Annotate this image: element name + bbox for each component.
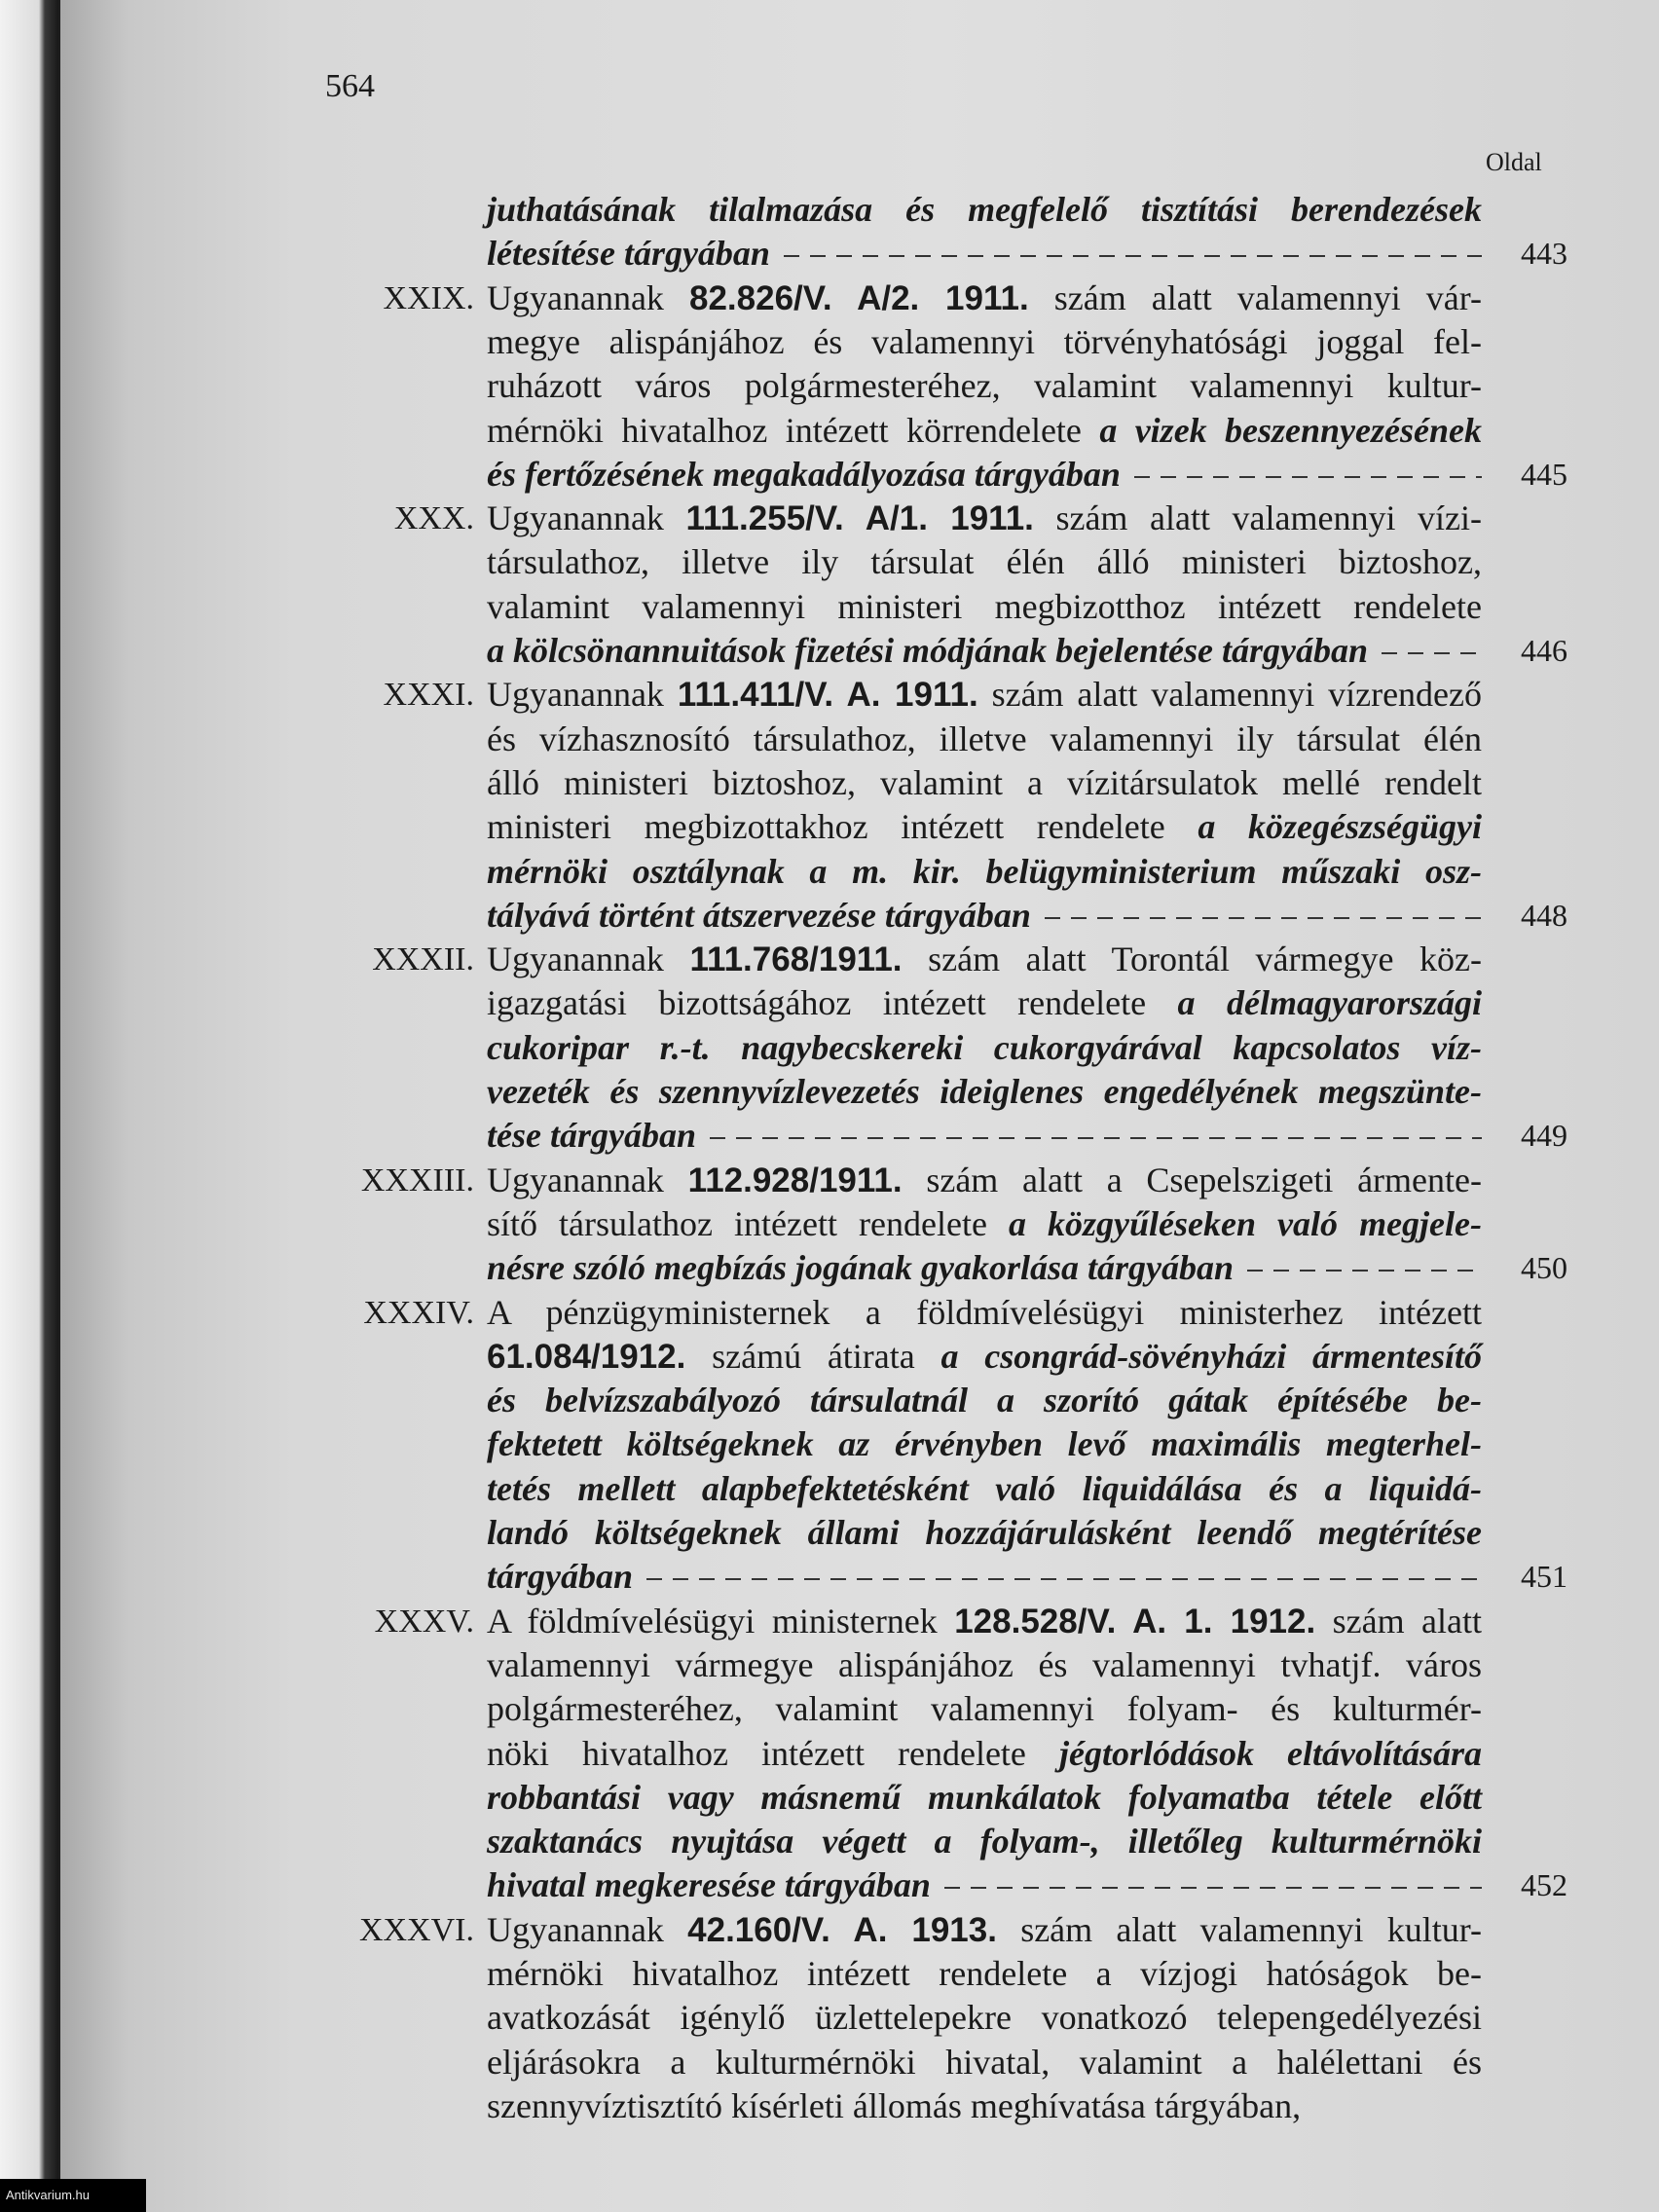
toc-entry-line <box>0 1511 1659 1555</box>
toc-entry-line <box>0 1863 1659 1907</box>
entry-text <box>487 1467 1482 1511</box>
text-segment: a délmagyarországi <box>1177 983 1482 1022</box>
entry-roman-numeral: XXXVI. <box>358 1912 474 1948</box>
text-segment: vezeték és szennyvízlevezetés ideiglenes engedélyének megszünte- <box>487 1072 1482 1111</box>
entry-text <box>487 1114 1482 1158</box>
text-segment: jégtorlódások eltávolítására <box>1058 1734 1482 1773</box>
dot-leader <box>1382 652 1482 654</box>
toc-entry-line <box>0 320 1659 364</box>
entry-text <box>487 1291 1482 1335</box>
text-segment: megye alispánjához és valamennyi törvényhatósági joggal fel- <box>487 322 1482 361</box>
entry-text <box>487 453 1482 497</box>
text-segment: valamint valamennyi ministeri megbizotthoz intézett rendelete <box>487 587 1482 626</box>
entry-text <box>487 981 1482 1025</box>
decree-number: 111.255/V. A/1. 1911. <box>685 499 1034 537</box>
text-segment: Ugyanannak <box>487 940 690 978</box>
page-reference: 443 <box>1521 236 1567 271</box>
text-segment: Ugyanannak <box>487 498 686 537</box>
text-segment: szaktanács nyujtása végett a folyam-, illetőleg kulturmérnöki <box>487 1822 1482 1861</box>
text-segment: számú átirata <box>685 1337 941 1376</box>
page-column-heading: Oldal <box>1486 148 1542 176</box>
text-segment: nésre szóló megbízás jogának gyakorlása tárgyában <box>487 1248 1235 1287</box>
text-segment: szám alatt a Csepelszigeti ármente- <box>902 1161 1482 1199</box>
text-segment: hivatal megkeresése tárgyában <box>487 1865 931 1904</box>
entry-text <box>487 1952 1482 1996</box>
toc-entry-line <box>0 1820 1659 1863</box>
toc-entry-line <box>0 1159 1659 1202</box>
entry-roman-numeral: XXXIII. <box>360 1162 474 1198</box>
entry-text <box>487 761 1482 805</box>
entry-roman-numeral: XXXI. <box>383 677 474 713</box>
text-segment: és fertőzésének megakadályozása tárgyában <box>487 455 1121 494</box>
entry-text <box>487 1159 1482 1202</box>
decree-number: 112.928/1911. <box>687 1161 903 1199</box>
entry-text <box>487 718 1482 761</box>
text-segment: ministeri megbizottakhoz intézett rendelete <box>487 807 1198 846</box>
entry-text <box>487 1996 1482 2040</box>
text-segment: nöki hivatalhoz intézett rendelete <box>487 1734 1059 1773</box>
entry-text <box>487 1379 1482 1422</box>
toc-entry-line <box>0 1600 1659 1643</box>
toc-entry-line <box>0 1555 1659 1599</box>
text-segment: a kölcsönannuitások fizetési módjának bejelentése tárgyában <box>487 631 1369 670</box>
decree-number: 61.084/1912. <box>487 1338 686 1376</box>
toc-entry-line <box>0 718 1659 761</box>
toc-entry-line <box>0 1291 1659 1335</box>
decree-number: 42.160/V. A. 1913. <box>687 1911 997 1949</box>
entry-text <box>487 540 1482 584</box>
toc-entry-line <box>0 1070 1659 1114</box>
dot-leader <box>944 1887 1482 1889</box>
text-segment: avatkozását igénylő üzlettelepekre vonatkozó telepengedélyezési <box>487 1998 1482 2037</box>
text-segment: mérnöki hivatalhoz intézett rendelete a vízjogi hatóságok be- <box>487 1954 1482 1993</box>
text-segment: sítő társulathoz intézett rendelete <box>487 1204 1009 1243</box>
text-segment: létesítése tárgyában <box>487 234 770 273</box>
text-segment: a csongrád-sövényházi ármentesítő <box>940 1337 1482 1376</box>
toc-entry-line <box>0 1114 1659 1158</box>
entry-text <box>487 2084 1482 2128</box>
page-reference: 451 <box>1521 1559 1567 1594</box>
page-reference: 446 <box>1521 633 1567 668</box>
toc-entry-line <box>0 938 1659 981</box>
entry-text <box>487 1202 1482 1246</box>
toc-entry-line <box>0 1996 1659 2040</box>
text-segment: landó költségeknek állami hozzájárulásként leendő megtérítése <box>487 1513 1482 1552</box>
text-segment: szám alatt valamennyi vár- <box>1028 278 1482 317</box>
text-segment: mérnöki hivatalhoz intézett körrendelete <box>487 411 1100 450</box>
page-reference: 452 <box>1521 1867 1567 1902</box>
text-segment: polgármesteréhez, valamint valamennyi folyam- és kulturmér- <box>487 1689 1482 1728</box>
entry-text <box>487 894 1482 938</box>
toc-entry-line <box>0 981 1659 1025</box>
toc-entry-line <box>0 364 1659 408</box>
entry-text <box>487 805 1482 849</box>
toc-entry-line <box>0 2084 1659 2128</box>
text-segment: Ugyanannak <box>487 278 689 317</box>
text-segment: és belvízszabályozó társulatnál a szorító gátak építésébe be- <box>487 1381 1482 1419</box>
entry-text <box>487 320 1482 364</box>
dot-leader <box>710 1137 1482 1139</box>
dot-leader <box>1134 476 1482 478</box>
entry-text <box>487 1246 1482 1290</box>
entry-text <box>487 1776 1482 1820</box>
entry-text <box>487 938 1482 981</box>
text-segment: juthatásának tilalmazása és megfelelő tisztítási berendezések <box>487 190 1482 229</box>
entry-text <box>487 497 1482 540</box>
text-segment: tése tárgyában <box>487 1116 696 1155</box>
text-segment: fektetett költségeknek az érvényben levő maximális megterhel- <box>487 1424 1482 1463</box>
text-segment: a közgyűléseken való megjele- <box>1008 1204 1483 1243</box>
text-segment: A földmívelésügyi ministernek <box>487 1602 955 1641</box>
toc-entry-line <box>0 409 1659 453</box>
entry-text <box>487 1335 1482 1379</box>
entry-text <box>487 409 1482 453</box>
page-reference: 448 <box>1521 898 1567 933</box>
entry-text <box>487 2041 1482 2084</box>
entry-text <box>487 629 1482 673</box>
dot-leader <box>784 255 1482 257</box>
toc-entry-line <box>0 1952 1659 1996</box>
text-segment: a vizek beszennyezésének <box>1099 411 1483 450</box>
toc-entry-line <box>0 894 1659 938</box>
text-segment: szennyvíztisztító kísérleti állomás meghívatása tárgyában, <box>487 2086 1302 2125</box>
entry-text <box>487 364 1482 408</box>
entry-text <box>487 276 1482 320</box>
dot-leader <box>1247 1270 1482 1272</box>
toc-entry-line <box>0 1379 1659 1422</box>
decree-number: 128.528/V. A. 1. 1912. <box>954 1603 1316 1641</box>
toc-entry-line <box>0 453 1659 497</box>
toc-entry-line <box>0 805 1659 849</box>
toc-entry-line <box>0 1026 1659 1070</box>
entry-text <box>487 1687 1482 1731</box>
toc-entry-line <box>0 2041 1659 2084</box>
toc-entry-line <box>0 1246 1659 1290</box>
entry-text <box>487 1422 1482 1466</box>
toc-entry-line <box>0 761 1659 805</box>
dot-leader <box>646 1578 1482 1580</box>
toc-entry-line <box>0 1467 1659 1511</box>
entry-text <box>487 1643 1482 1687</box>
entry-text <box>487 188 1482 232</box>
text-segment: mérnöki osztálynak a m. kir. belügyministerium műszaki osz- <box>487 852 1482 891</box>
entry-text <box>487 1555 1482 1599</box>
entry-roman-numeral: XXIX. <box>383 280 474 316</box>
toc-entry-line <box>0 673 1659 717</box>
entry-text <box>487 1908 1482 1952</box>
decree-number: 111.768/1911. <box>689 940 903 978</box>
page-reference: 445 <box>1521 457 1567 492</box>
text-segment: Ugyanannak <box>487 675 678 714</box>
watermark: Antikvarium.hu <box>0 2179 146 2212</box>
text-segment: és vízhasznosító társulathoz, illetve valamennyi ily társulat élén <box>487 719 1482 758</box>
decree-number: 111.411/V. A. 1911. <box>677 676 978 714</box>
entry-roman-numeral: XXXIV. <box>363 1295 474 1331</box>
toc-entry-line <box>0 585 1659 629</box>
toc-entry-line <box>0 540 1659 584</box>
text-segment: robbantási vagy másnemű munkálatok folyamatba tétele előtt <box>487 1778 1482 1817</box>
entry-text <box>487 1026 1482 1070</box>
toc-entry-line <box>0 1687 1659 1731</box>
text-segment: valamennyi vármegye alispánjához és valamennyi tvhatjf. város <box>487 1645 1482 1684</box>
toc-entry-line <box>0 232 1659 276</box>
entry-text <box>487 232 1482 276</box>
entry-text <box>487 1863 1482 1907</box>
toc-entry-line <box>0 1422 1659 1466</box>
entry-text <box>487 673 1482 717</box>
text-segment: Ugyanannak <box>487 1161 688 1199</box>
toc-entry-line <box>0 497 1659 540</box>
page-reference: 450 <box>1521 1250 1567 1285</box>
text-segment: szám alatt <box>1315 1602 1482 1641</box>
text-segment: A pénzügyministernek a földmívelésügyi ministerhez intézett <box>487 1293 1482 1332</box>
page-number: 564 <box>325 68 375 104</box>
entry-text <box>487 850 1482 894</box>
page-reference: 449 <box>1521 1118 1567 1153</box>
dot-leader <box>1045 917 1482 919</box>
text-segment: társulathoz, illetve ily társulat élén álló ministeri biztoshoz, <box>487 542 1482 581</box>
toc-entry-line <box>0 1335 1659 1379</box>
text-segment: eljárásokra a kulturmérnöki hivatal, valamint a halélettani és <box>487 2043 1482 2082</box>
toc-entry-line <box>0 1776 1659 1820</box>
entry-roman-numeral: XXX. <box>393 500 474 536</box>
entry-text <box>487 1600 1482 1643</box>
text-segment: cukoripar r.-t. nagybecskereki cukorgyárával kapcsolatos víz- <box>487 1028 1482 1067</box>
entry-text <box>487 1820 1482 1863</box>
toc-entry-line <box>0 629 1659 673</box>
entry-text <box>487 585 1482 629</box>
toc-entry-line <box>0 188 1659 232</box>
entry-text <box>487 1511 1482 1555</box>
text-segment: szám alatt Torontál vármegye köz- <box>902 940 1482 978</box>
text-segment: tetés mellett alapbefektetésként való liquidálása és a liquidá- <box>487 1469 1482 1508</box>
toc-entry-line <box>0 1202 1659 1246</box>
toc-entry-line <box>0 1908 1659 1952</box>
toc-entry-line <box>0 276 1659 320</box>
text-segment: szám alatt valamennyi vízi- <box>1033 498 1483 537</box>
decree-number: 82.826/V. A/2. 1911. <box>688 279 1029 317</box>
text-segment: álló ministeri biztoshoz, valamint a vízitársulatok mellé rendelt <box>487 763 1482 802</box>
text-segment: igazgatási bizottságához intézett rendelete <box>487 983 1178 1022</box>
text-segment: a közegészségügyi <box>1198 807 1482 846</box>
entry-text <box>487 1732 1482 1776</box>
text-segment: tályává történt átszervezése tárgyában <box>487 896 1031 935</box>
text-segment: szám alatt valamennyi vízrendező <box>977 675 1483 714</box>
entry-roman-numeral: XXXV. <box>374 1604 474 1640</box>
text-segment: szám alatt valamennyi kultur- <box>996 1910 1482 1949</box>
text-segment: ruházott város polgármesteréhez, valamint valamennyi kultur- <box>487 366 1482 405</box>
toc-entry-line <box>0 1643 1659 1687</box>
text-segment: tárgyában <box>487 1557 634 1596</box>
toc-entry-line <box>0 1732 1659 1776</box>
entry-roman-numeral: XXXII. <box>372 941 474 977</box>
text-segment: Ugyanannak <box>487 1910 688 1949</box>
toc-entry-line <box>0 850 1659 894</box>
entry-text <box>487 1070 1482 1114</box>
